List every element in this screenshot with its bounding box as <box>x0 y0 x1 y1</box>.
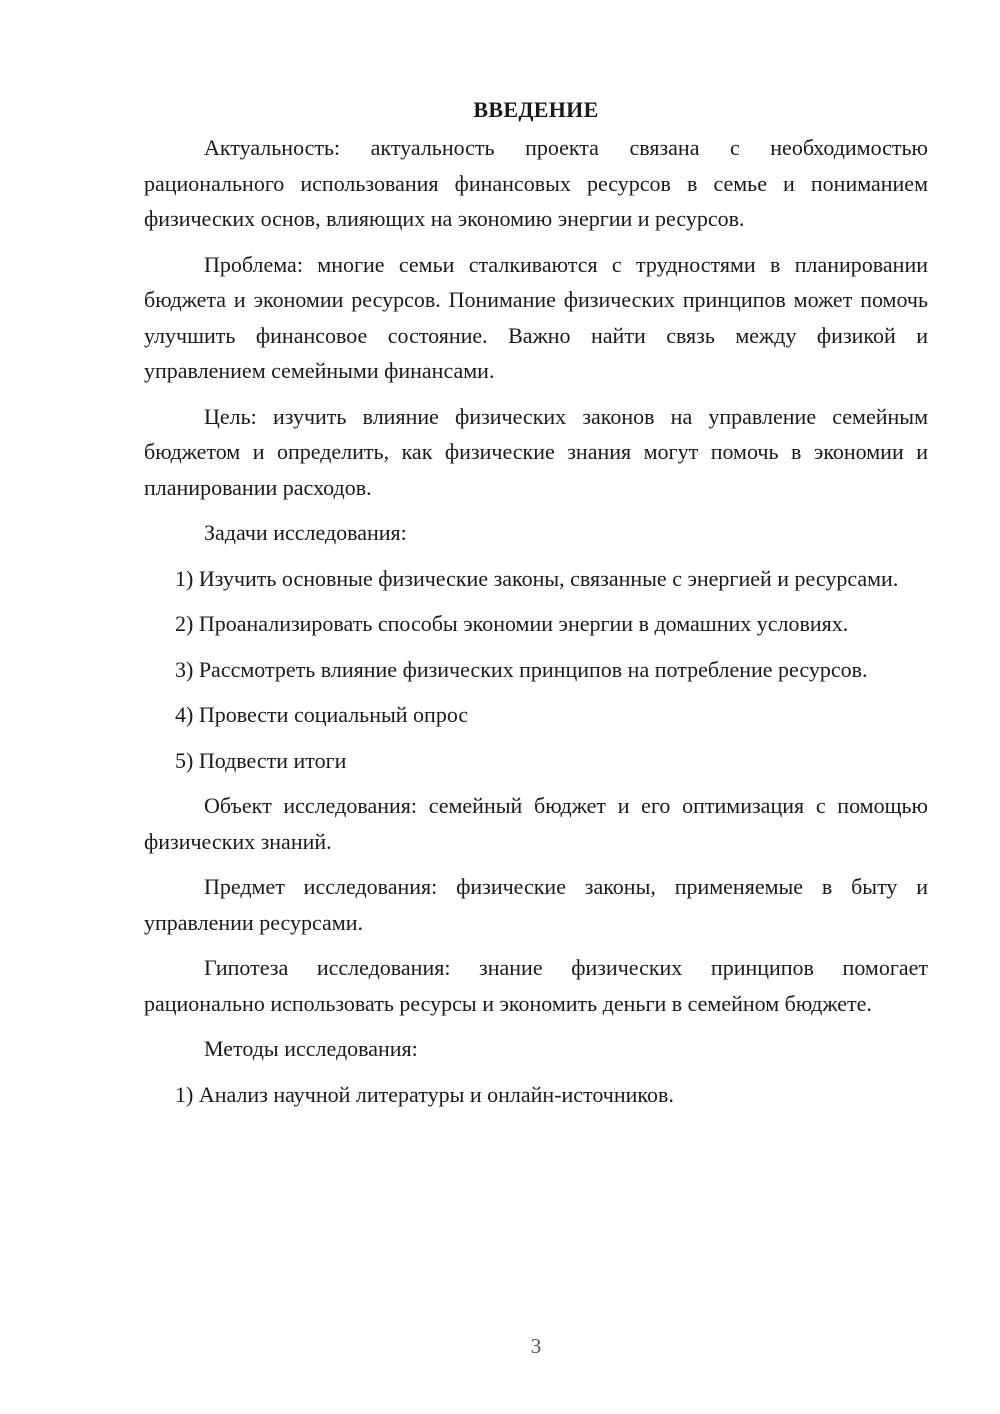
method-item-1: 1) Анализ научной литературы и онлайн-источников. <box>175 1081 674 1107</box>
task-item-3: 3) Рассмотреть влияние физических принципов на потребление ресурсов. <box>175 656 868 682</box>
paragraph-goal: Цель: изучить влияние физических законов на управление семейным бюджетом и определить, как физические знания могут помочь в экономии и планировании расходов. <box>144 403 928 500</box>
document-page <box>144 92 928 1122</box>
section-heading: ВВЕДЕНИЕ <box>473 97 599 122</box>
paragraph-subject: Предмет исследования: физические законы, применяемые в быту и управлении ресурсами. <box>144 874 928 935</box>
task-item-4: 4) Провести социальный опрос <box>175 702 469 727</box>
task-item-1: 1) Изучить основные физические законы, связанные с энергией и ресурсами. <box>175 565 899 591</box>
task-item-5: 5) Подвести итоги <box>175 747 347 773</box>
paragraph-hypothesis: Гипотеза исследования: знание физических принципов помогает рационально использовать ресурсы и экономить деньги в семейном бюджете. <box>144 955 928 1016</box>
task-item-2: 2) Проанализировать способы экономии энергии в домашних условиях. <box>175 611 849 636</box>
paragraph-problem: Проблема: многие семьи сталкиваются с трудностями в планировании бюджета и экономии ресурсов. Понимание физических принципов может помочь улучшить финансовое состояние. Важно найти связь между физикой и управлением семейными финансами. <box>144 251 928 383</box>
paragraph-object: Объект исследования: семейный бюджет и его оптимизация с помощью физических знаний. <box>144 793 928 854</box>
methods-title: Методы исследования: <box>204 1036 418 1061</box>
paragraph-relevance: Актуальность: актуальность проекта связана с необходимостью рационального использования финансовых ресурсов в семье и пониманием физических основ, влияющих на экономию энергии и ресурсов. <box>144 135 928 231</box>
page-number: 3 <box>530 1334 542 1358</box>
tasks-title: Задачи исследования: <box>204 520 407 545</box>
